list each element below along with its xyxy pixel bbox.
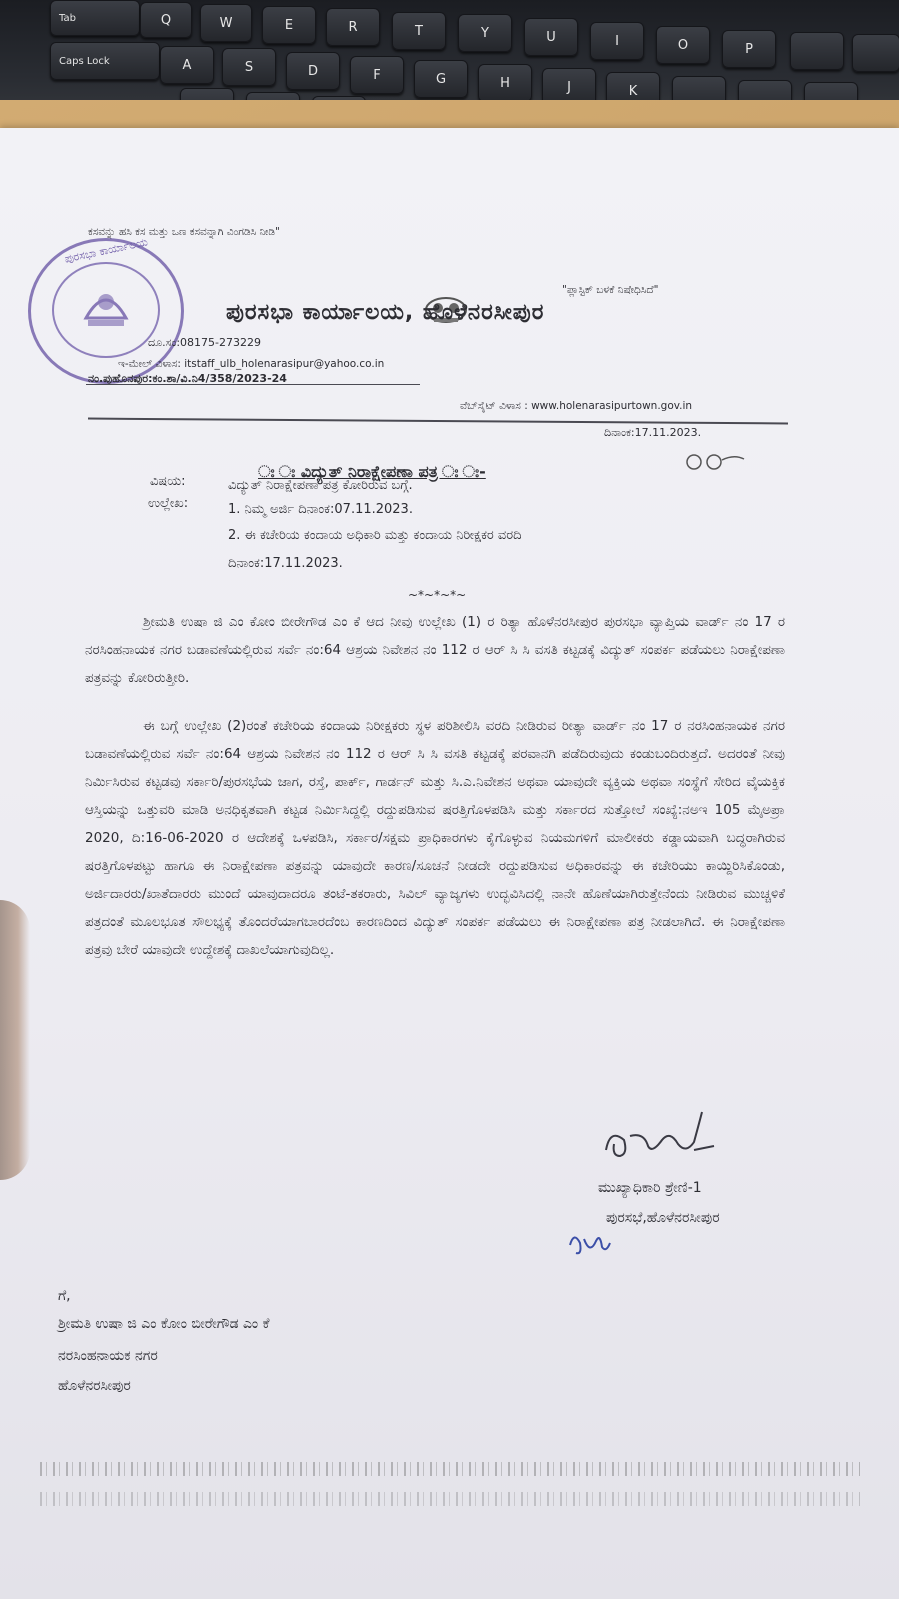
blue-initials-icon (566, 1225, 612, 1259)
key-e (262, 6, 316, 44)
key-u (524, 18, 578, 56)
body-paragraph-2: ಈ ಬಗ್ಗೆ ಉಲ್ಲೇಖ (2)ರಂತೆ ಕಚೇರಿಯ ಕಂದಾಯ ನಿರೀಕ್ಷಕರು ಸ್ಥಳ ಪರಿಶೀಲಿಸಿ ವರದಿ ನೀಡಿರುವ ರೀತ್ಯಾ ವಾರ್ಡ್ ನಂ 17 ರ ನರಸಿಂಹನಾಯಕ ನಗರ ಬಡಾವಣೆಯಲ್ಲಿರುವ ಸರ್ವೆ ನಂ:64 ಆಶ್ರಯ ನಿವೇಶನ ನಂ 112 ರ ಆರ್ ಸಿ ಸಿ ವಸತಿ ಕಟ್ಟಡಕ್ಕೆ ಪರವಾನಗಿ ಪಡೆದಿರುವುದು ಕಂಡುಬಂದಿರುತ್ತದೆ. ಅದರಂತೆ ನೀವು ನಿರ್ಮಿಸಿರುವ ಕಟ್ಟಡವು ಸರ್ಕಾರಿ/ಪುರಸಭೆಯ ಜಾಗ, ರಸ್ತೆ, ಪಾರ್ಕ್, ಗಾರ್ಡನ್ ಮತ್ತು ಸಿ.ಎ.ನಿವೇಶನ ಅಥವಾ ಯಾವುದೇ ವ್ಯಕ್ತಿಯ ಅಥವಾ ಸಂಸ್ಥೆಗೆ ಸೇರಿದ ವೈಯಕ್ತಿಕ ಆಸ್ತಿಯನ್ನು ಒತ್ತುವರಿ ಮಾಡಿ ಅನಧಿಕೃತವಾಗಿ ಕಟ್ಟಡ ನಿರ್ಮಿಸಿದ್ದಲ್ಲಿ ರದ್ದುಪಡಿಸುವ ಷರತ್ತಿಗೊಳಪಡಿಸಿ ಮತ್ತು ಸರ್ಕಾರದ ಸುತ್ತೋಲೆ ಸಂಖ್ಯೆ:ನಅಇ 105 ಮೈಅಪ್ರಾ 2020, ದಿ:16-06-2020 ರ ಆದೇಶಕ್ಕೆ ಒಳಪಡಿಸಿ, ಸರ್ಕಾರ/ಸಕ್ಷಮ ಪ್ರಾಧಿಕಾರಗಳು ಕೈಗೊಳ್ಳುವ ನಿಯಮಗಳಿಗೆ ಮಾಲೀಕರು ಕಡ್ಡಾಯವಾಗಿ ಬದ್ಧರಾಗಿರುವ ಷರತ್ತಿಗೊಳಪಟ್ಟು ಹಾಗೂ ಈ ನಿರಾಕ್ಷೇಪಣಾ ಪತ್ರವನ್ನು ಯಾವುದೇ ಕಾರಣ/ಸೂಚನೆ ನೀಡದೇ ರದ್ದುಪಡಿಸುವ ಅಧಿಕಾರವನ್ನು ಈ ಕಚೇರಿಯು ಕಾಯ್ದಿರಿಸಿಕೊಂಡು, ಅರ್ಜಿದಾರರು/ಖಾತೆದಾರರು ಮುಂದೆ ಯಾವುದಾದರೂ ತಂಟೆ-ತಕರಾರು, ಸಿವಿಲ್ ವ್ಯಾಜ್ಯಗಳು ಉದ್ಭವಿಸಿದಲ್ಲಿ ನಾನೇ ಹೊಣೆಯಾಗಿರುತ್ತೇನೆಂದು ನೀಡಿರುವ ಮುಚ್ಚಳಿಕೆ ಪತ್ರದಂತೆ ಮೂಲಭೂತ ಸೌಲಭ್ಯಕ್ಕೆ ತೊಂದರೆಯಾಗಬಾರದೆಂಬ ಕಾರಣದಿಂದ ವಿದ್ಯುತ್ ಸಂಪರ್ಕ ಪಡೆಯಲು ಈ ನಿರಾಕ್ಷೇಪಣಾ ಪತ್ರ ನೀಡಲಾಗಿದೆ. ಈ ನಿರಾಕ್ಷೇಪಣಾ ಪತ್ರವು ಬೇರೆ ಯಾವುದೇ ಉದ್ದೇಶಕ್ಕೆ ದಾಖಲೆಯಾಗುವುದಿಲ್ಲ. (85, 718, 785, 958)
reference-2-line1: 2. ಈ ಕಚೇರಿಯ ಕಂದಾಯ ಅಧಿಕಾರಿ ಮತ್ತು ಕಂದಾಯ ನಿರೀಕ್ಷಕರ ವರದಿ (228, 528, 522, 543)
key-h (478, 64, 532, 102)
key-blank (852, 34, 899, 72)
key-label: U (546, 29, 556, 45)
office-email: ಇ-ಮೇಲ್ ವಿಳಾಸ: itstaff_ulb_holenarasipur@yahoo.co.in (118, 358, 385, 370)
body-paragraph-1: ಶ್ರೀಮತಿ ಉಷಾ ಜಿ ಎಂ ಕೋಂ ಬೀರೇಗೌಡ ಎಂ ಕೆ ಆದ ನೀವು ಉಲ್ಲೇಖ (1) ರ ರಿತ್ಯಾ ಹೊಳೆನರಸೀಪುರ ಪುರಸಭಾ ವ್ಯಾಪ್ತಿಯ ವಾರ್ಡ್ ನಂ 17 ರ ನರಸಿಂಹನಾಯಕ ನಗರ ಬಡಾವಣೆಯಲ್ಲಿರುವ ಸರ್ವೆ ನಂ:64 ಆಶ್ರಯ ನಿವೇಶನ ನಂ 112 ರ ಆರ್ ಸಿ ಸಿ ವಸತಿ ಕಟ್ಟಡಕ್ಕೆ ವಿದ್ಯುತ್ ಸಂಪರ್ಕ ಪಡೆಯಲು ನಿರಾಕ್ಷೇಪಣಾ ಪತ್ರವನ್ನು ಕೋರಿರುತ್ತೀರಿ. (85, 614, 785, 686)
key-label: E (284, 17, 294, 33)
key-label: F (373, 67, 381, 83)
office-website: ವೆಬ್‌ಸೈಟ್ ವಿಳಾಸ : www.holenarasipurtown.gov.in (460, 400, 693, 412)
recipient-address-line2: ಹೊಳೆನರಸೀಪುರ (58, 1378, 131, 1394)
key-a (160, 46, 214, 84)
signatory-office: ಪುರಸಭೆ,ಹೊಳೆನರಸೀಪುರ (606, 1210, 720, 1226)
key-tab (50, 0, 140, 36)
print-artifact-band (40, 1462, 860, 1476)
seal-text: ಪುರಸಭಾ ಕಾರ್ಯಾಲಯ (63, 235, 149, 266)
officer-signature-icon (600, 1110, 720, 1170)
slogan-waste-segregation: ಕಸವನ್ನು ಹಸಿ ಕಸ ಮತ್ತು ಒಣ ಕಸವನ್ನಾಗಿ ವಿಂಗಡಿಸಿ ನೀಡಿ" (88, 226, 280, 238)
key-label: I (615, 33, 619, 49)
key-s (222, 48, 276, 86)
key-blank (790, 32, 844, 70)
reference-1: 1. ನಿಮ್ಮ ಅರ್ಜಿ ದಿನಾಂಕ:07.11.2023. (228, 502, 413, 517)
office-phone: ದೂ.ಸಂ:08175-273229 (148, 336, 261, 349)
recipient-label: ಗೆ, (58, 1288, 71, 1304)
key-label: T (415, 23, 423, 39)
key-d (286, 52, 340, 90)
key-label: R (348, 19, 358, 35)
reference-number: ನಂ.ಪುಹೊನಪುರ:ಕಂ.ಶಾ/ವಿ.ನಿ4/358/2023-24 (88, 372, 287, 385)
office-name-heading: ಪುರಸಭಾ ಕಾರ್ಯಾಲಯ, ಹೊಳೆನರಸೀಪುರ (226, 300, 545, 325)
key-label: W (219, 15, 233, 31)
key-p (722, 30, 776, 68)
reference-2-line2: ದಿನಾಂಕ:17.11.2023. (228, 556, 343, 571)
print-artifact-band (40, 1492, 860, 1506)
reference-label: ಉಲ್ಲೇಖ: (148, 496, 189, 511)
key-label: J (567, 79, 571, 95)
letter-title: ಃ ಃ ವಿದ್ಯುತ್ ನಿರಾಕ್ಷೇಪಣಾ ಪತ್ರ ಃ ಃ- (258, 462, 486, 481)
key-y (458, 14, 512, 52)
key-r (326, 8, 380, 46)
key-label: P (745, 41, 753, 57)
finger-shadow (0, 900, 30, 1180)
seal-emblem-icon (78, 278, 134, 330)
key-o (656, 26, 710, 64)
key-g (414, 60, 468, 98)
key-label: Tab (59, 12, 76, 24)
recipient-name: ಶ್ರೀಮತಿ ಉಷಾ ಜಿ ಎಂ ಕೋಂ ಬೀರೇಗೌಡ ಎಂ ಕೆ (58, 1316, 270, 1332)
recipient-address-line1: ನರಸಿಂಹನಾಯಕ ನಗರ (58, 1348, 158, 1364)
key-label: S (244, 59, 254, 75)
key-label: D (307, 63, 318, 79)
key-i (590, 22, 644, 60)
key-label: A (182, 57, 192, 73)
key-label: K (628, 83, 638, 99)
section-divider: ~*~*~*~ (408, 588, 467, 602)
key-caps-lock (50, 42, 160, 80)
key-w (200, 4, 252, 42)
key-q (140, 2, 192, 38)
key-label: Y (481, 25, 489, 41)
signatory-title: ಮುಖ್ಯಾಧಿಕಾರಿ ಶ್ರೇಣಿ-1 (598, 1180, 702, 1196)
key-label: Q (160, 12, 172, 28)
key-label: O (677, 37, 689, 53)
slogan-plastic-ban: "ಪ್ಲಾಸ್ಟಿಕ್ ಬಳಕೆ ನಿಷೇಧಿಸಿದೆ" (562, 284, 659, 296)
subject-text: ವಿದ್ಯುತ್ ನಿರಾಕ್ಷೇಪಣಾ ಪತ್ರ ಕೋರಿರುವ ಬಗ್ಗೆ. (228, 478, 413, 493)
subject-label: ವಿಷಯ: (150, 474, 186, 489)
key-t (392, 12, 446, 50)
key-label: H (500, 75, 510, 91)
key-label: Caps Lock (59, 55, 110, 67)
key-f (350, 56, 404, 94)
key-label: G (435, 71, 447, 87)
letter-date: ದಿನಾಂಕ:17.11.2023. (604, 426, 702, 439)
handwritten-mark-icon (682, 450, 746, 474)
